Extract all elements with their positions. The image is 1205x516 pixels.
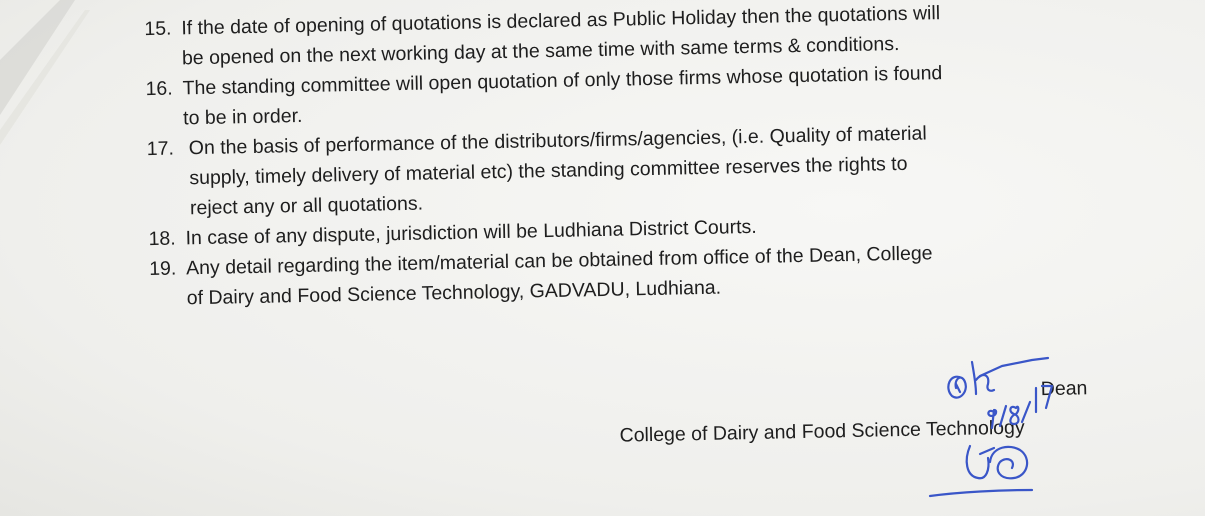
- clause-number: 15.: [144, 17, 172, 41]
- clause-line: supply, timely delivery of material etc) the standing committee reserves the rights to: [189, 152, 908, 190]
- clause-number: 17.: [146, 137, 175, 161]
- clause-number: 19.: [148, 257, 177, 281]
- clause-15: [144, 0, 1094, 70]
- clause-line: of Dairy and Food Science Technology, GADVADU, Ludhiana.: [186, 276, 722, 310]
- signatory-title: Dean: [1040, 377, 1088, 401]
- clause-number: 18.: [148, 227, 176, 251]
- clause-line: On the basis of performance of the distributors/firms/agencies, (i.e. Quality of material: [188, 122, 927, 160]
- clause-line: reject any or all quotations.: [189, 192, 424, 220]
- clause-number: 16.: [145, 77, 173, 101]
- clause-line: If the date of opening of quotations is declared as Public Holiday then the quotations will: [181, 2, 941, 40]
- handwritten-signature: [920, 350, 1070, 510]
- clause-line: be opened on the next working day at the same time with same terms & conditions.: [181, 32, 900, 70]
- clause-line: In case of any dispute, jurisdiction will be Ludhiana District Courts.: [185, 215, 757, 250]
- clause-line: The standing committee will open quotation of only those firms whose quotation is found: [182, 62, 943, 100]
- clause-line: to be in order.: [182, 104, 303, 130]
- clause-line: Any detail regarding the item/material can be obtained from office of the Dean, College: [185, 242, 933, 280]
- signatory-institution: College of Dairy and Food Science Technology: [619, 416, 1025, 447]
